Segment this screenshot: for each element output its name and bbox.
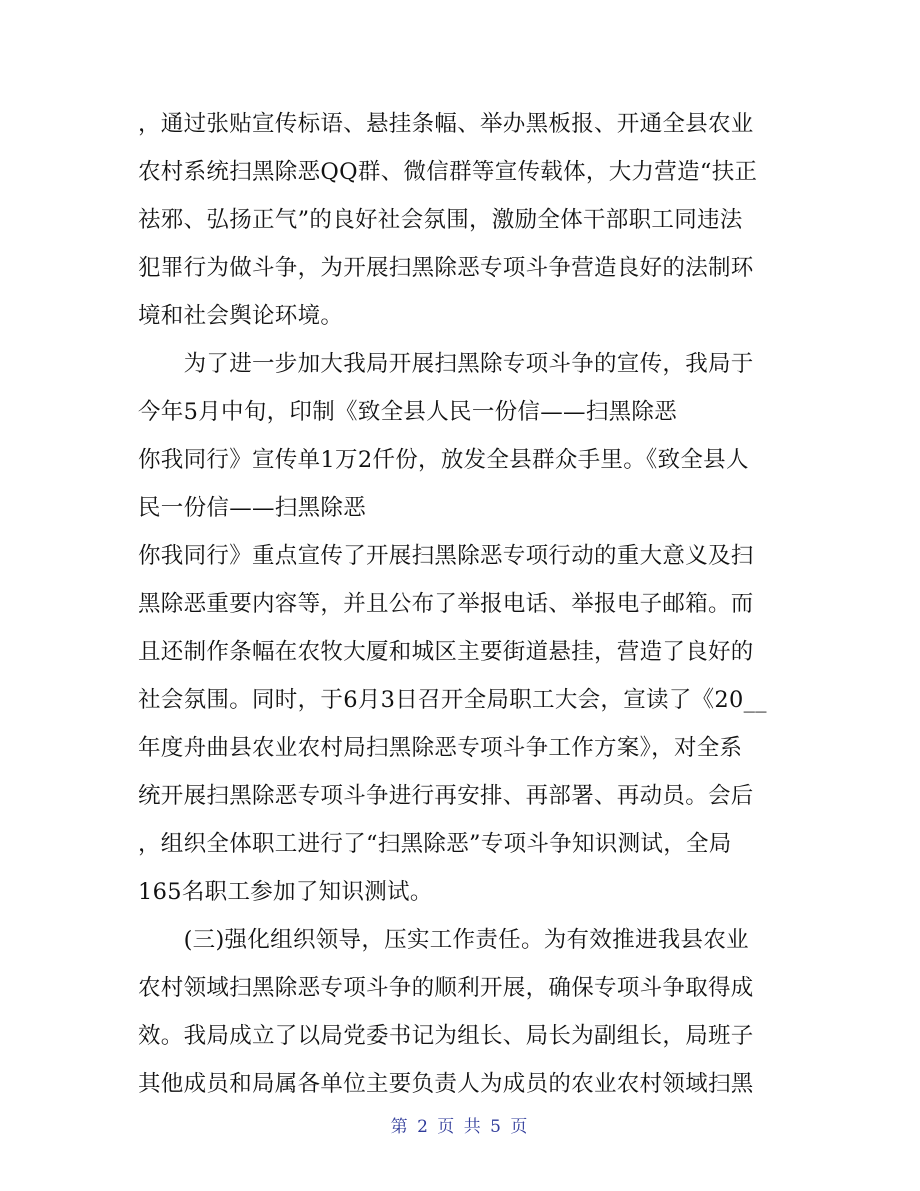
text-line: 今年5月中旬，印制《致全县人民一份信——扫黑除恶 <box>138 399 678 425</box>
text-line: 境和社会舆论环境。 <box>138 303 344 329</box>
document-body <box>138 100 788 1108</box>
text-line: 你我同行》重点宣传了开展扫黑除恶专项行动的重大意义及扫 <box>138 543 754 569</box>
text-line: 社会氛围。同时，于6月3日召开全局职工大会，宣读了《20__ <box>138 687 767 713</box>
text-line: 黑除恶重要内容等，并且公布了举报电话、举报电子邮箱。而 <box>138 591 754 617</box>
text-line: 农村系统扫黑除恶QQ群、微信群等宣传载体，大力营造“扶正 <box>138 159 758 185</box>
text-line: 且还制作条幅在农牧大厦和城区主要街道悬挂，营造了良好的 <box>138 639 754 665</box>
text-line: 效。我局成立了以局党委书记为组长、局长为副组长，局班子 <box>138 1023 754 1049</box>
text-line: 165名职工参加了知识测试。 <box>138 879 433 905</box>
text-line: 犯罪行为做斗争，为开展扫黑除恶专项斗争营造良好的法制环 <box>138 255 754 281</box>
text-line: ，组织全体职工进行了“扫黑除恶”专项斗争知识测试，全局 <box>138 831 732 857</box>
text-line: (三)强化组织领导，压实工作责任。为有效推进我县农业 <box>138 927 749 953</box>
text-line: 民一份信——扫黑除恶 <box>138 495 367 521</box>
text-line: 统开展扫黑除恶专项斗争进行再安排、再部署、再动员。会后 <box>138 783 754 809</box>
text-line: ，通过张贴宣传标语、悬挂条幅、举办黑板报、开通全县农业 <box>138 111 754 137</box>
text-line: 农村领域扫黑除恶专项斗争的顺利开展，确保专项斗争取得成 <box>138 975 754 1001</box>
text-line: 其他成员和局属各单位主要负责人为成员的农业农村领域扫黑 <box>138 1071 754 1097</box>
text-line: 为了进一步加大我局开展扫黑除专项斗争的宣传，我局于 <box>138 351 754 377</box>
page-number-footer: 第 2 页 共 5 页 <box>390 1117 530 1137</box>
text-line: 年度舟曲县农业农村局扫黑除恶专项斗争工作方案》，对全系 <box>138 735 743 761</box>
text-line: 祛邪、弘扬正气”的良好社会氛围，激励全体干部职工同违法 <box>138 207 743 233</box>
text-line: 你我同行》宣传单1万2仟份，放发全县群众手里。《致全县人 <box>138 447 749 473</box>
